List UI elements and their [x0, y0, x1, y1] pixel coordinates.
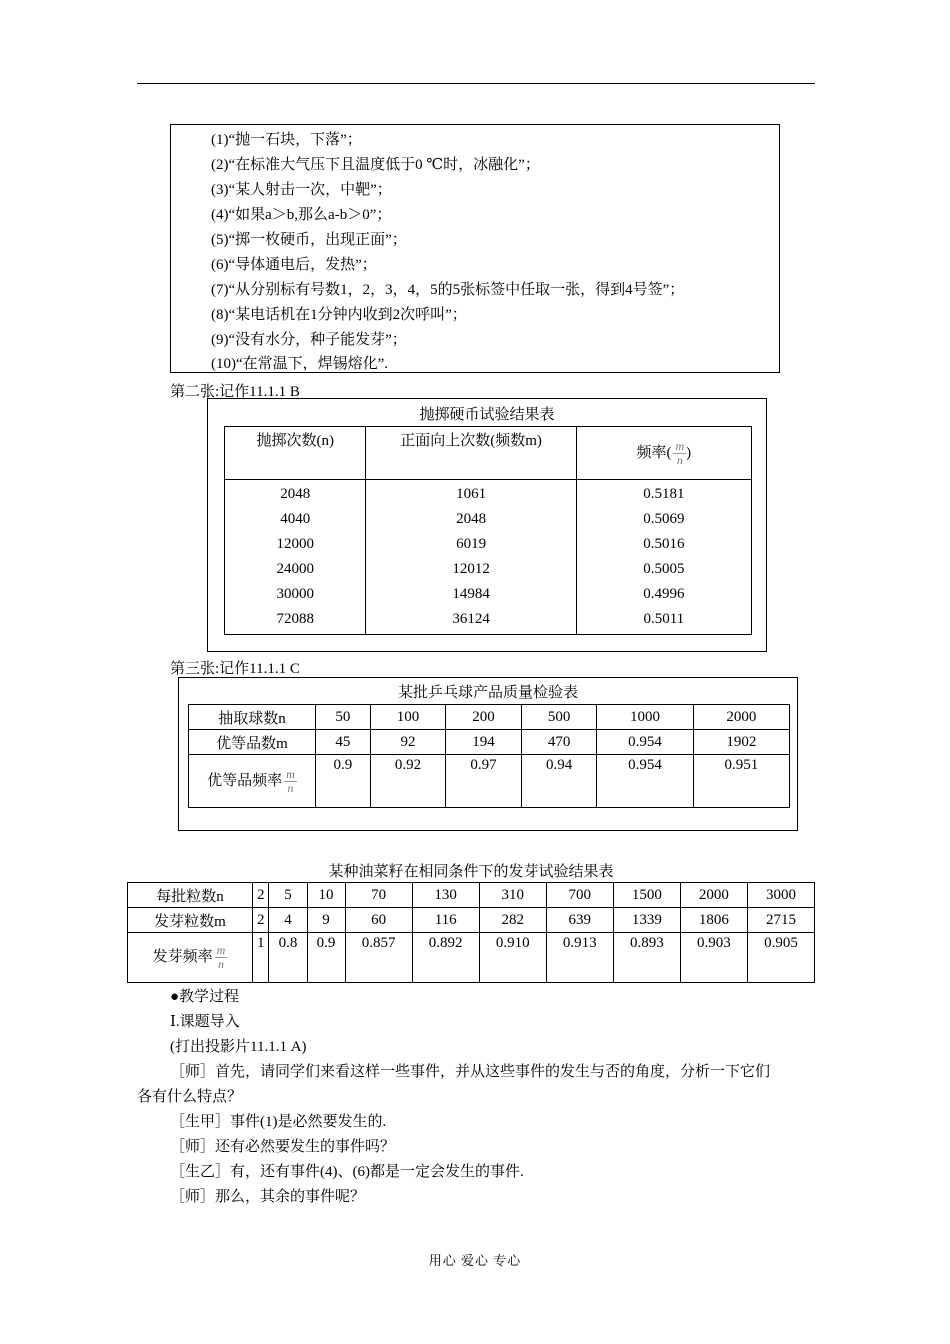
- cell: 0.903: [680, 933, 747, 983]
- row-label-text: 发芽频率: [152, 948, 213, 965]
- cell: 70: [345, 883, 412, 908]
- projector-note: (打出投影片11.1.1 A): [170, 1039, 307, 1055]
- data-column-frequency: [576, 480, 751, 635]
- event-line: (8)“某电话机在1分钟内收到2次呼叫”；: [211, 307, 467, 323]
- lesson-body: [137, 985, 817, 1215]
- cell: 10: [307, 883, 345, 908]
- cell: 72088: [276, 611, 314, 627]
- paren-close: ): [686, 444, 692, 461]
- cell: 6019: [456, 536, 487, 552]
- cell: 470: [521, 730, 597, 755]
- header-cell: 抛掷次数(n): [225, 427, 366, 480]
- event-line: (4)“如果a＞b,那么a-b＞0”；: [211, 207, 392, 223]
- header-cell-frequency: [576, 427, 751, 480]
- page-footer: 用心 爱心 专心: [428, 1253, 522, 1268]
- cell: 2: [253, 883, 269, 908]
- cell: 3000: [747, 883, 814, 908]
- section-heading: ●教学过程: [170, 989, 240, 1005]
- cell: 1339: [613, 908, 680, 933]
- caption-second: 第二张:记作11.1.1 B: [170, 384, 300, 400]
- frac-den: n: [676, 452, 683, 467]
- subsection-title: Ⅰ.课题导入: [170, 1014, 240, 1030]
- frac-den: n: [218, 957, 224, 971]
- pingpong-table-box: [178, 677, 798, 831]
- cell: 9: [307, 908, 345, 933]
- coin-table: [224, 426, 752, 635]
- cell: 100: [370, 705, 446, 730]
- cell: 50: [316, 705, 371, 730]
- cell: 45: [316, 730, 371, 755]
- cell: 14984: [452, 586, 490, 602]
- cell: 2048: [280, 486, 311, 502]
- header-cell: 正面向上次数(频数m): [366, 427, 576, 480]
- cell: 0.9: [316, 755, 371, 808]
- cell: 24000: [276, 561, 314, 577]
- header-text: 频率(: [636, 444, 672, 461]
- cell: 116: [412, 908, 479, 933]
- cell: 30000: [276, 586, 314, 602]
- cell: 0.954: [597, 730, 693, 755]
- cell: 1500: [613, 883, 680, 908]
- cell: 60: [345, 908, 412, 933]
- cell: 1902: [693, 730, 789, 755]
- cell: 0.8: [269, 933, 307, 983]
- paragraph: ［师］还有必然要发生的事件吗？: [170, 1139, 396, 1155]
- row-label: 抽取球数n: [189, 705, 316, 730]
- cell: 12012: [452, 561, 490, 577]
- cell: 1806: [680, 908, 747, 933]
- cell: 282: [479, 908, 546, 933]
- event-line: (3)“某人射击一次，中靶”；: [211, 182, 392, 198]
- cell: 700: [546, 883, 613, 908]
- row-label-frequency: [189, 755, 316, 808]
- cell: 130: [412, 883, 479, 908]
- cell: 639: [546, 908, 613, 933]
- cell: 0.954: [597, 755, 693, 808]
- cell: 0.5181: [643, 486, 685, 502]
- paragraph: 各有什么特点？: [137, 1089, 243, 1105]
- cell: 2000: [680, 883, 747, 908]
- cell: 0.905: [747, 933, 814, 983]
- event-line: (5)“掷一枚硬币，出现正面”；: [211, 232, 407, 248]
- frac-den: n: [287, 780, 294, 795]
- cell: 0.4996: [643, 586, 685, 602]
- fraction-m-over-n: [215, 944, 228, 971]
- cell: 0.893: [613, 933, 680, 983]
- germination-table-title: 某种油菜籽在相同条件下的发芽试验结果表: [328, 864, 614, 880]
- cell: 0.94: [521, 755, 597, 808]
- cell: 0.9: [307, 933, 345, 983]
- cell: 1: [253, 933, 269, 983]
- cell: 4040: [280, 511, 311, 527]
- coin-table-box: [207, 398, 767, 652]
- frac-num: m: [216, 943, 226, 957]
- cell: 0.5011: [643, 611, 685, 627]
- cell: 0.5069: [643, 511, 685, 527]
- cell: 2715: [747, 908, 814, 933]
- cell: 200: [446, 705, 522, 730]
- caption-third: 第三张:记作11.1.1 C: [170, 661, 300, 677]
- row-label: 发芽粒数m: [128, 908, 253, 933]
- cell: 36124: [452, 611, 490, 627]
- cell: 2048: [456, 511, 487, 527]
- event-line: (7)“从分别标有号数1，2，3，4，5的5张标签中任取一张，得到4号签”；: [211, 282, 685, 298]
- frac-num: m: [675, 438, 685, 453]
- row-label: 每批粒数n: [128, 883, 253, 908]
- row-label-text: 优等品频率: [207, 772, 283, 789]
- cell: 0.913: [546, 933, 613, 983]
- germination-table: [127, 882, 815, 983]
- cell: 0.92: [370, 755, 446, 808]
- cell: 0.951: [693, 755, 789, 808]
- cell: 0.892: [412, 933, 479, 983]
- header-rule: [137, 83, 815, 84]
- frac-num: m: [286, 766, 295, 781]
- fraction-m-over-n: [284, 768, 297, 795]
- cell: 12000: [276, 536, 314, 552]
- cell: 500: [521, 705, 597, 730]
- cell: 194: [446, 730, 522, 755]
- paragraph: ［生乙］有，还有事件(4)、(6)都是一定会发生的事件.: [170, 1164, 524, 1180]
- pingpong-table-title: 某批乒乓球产品质量检验表: [397, 685, 578, 701]
- cell: 4: [269, 908, 307, 933]
- fraction-m-over-n: [673, 440, 686, 467]
- event-line: (2)“在标准大气压下且温度低于0 ℃时，冰融化”；: [211, 157, 540, 173]
- row-label: 优等品数m: [189, 730, 316, 755]
- cell: 0.857: [345, 933, 412, 983]
- cell: 5: [269, 883, 307, 908]
- cell: 2000: [693, 705, 789, 730]
- cell: 2: [253, 908, 269, 933]
- coin-table-title: 抛掷硬币试验结果表: [419, 407, 555, 423]
- cell: 0.97: [446, 755, 522, 808]
- event-line: (1)“抛一石块，下落”；: [211, 132, 362, 148]
- cell: 92: [370, 730, 446, 755]
- event-line: (9)“没有水分，种子能发芽”；: [211, 332, 407, 348]
- event-line: (10)“在常温下，焊锡熔化”.: [211, 356, 389, 372]
- paragraph: ［师］首先，请同学们来看这样一些事件，并从这些事件的发生与否的角度，分析一下它们: [170, 1064, 771, 1080]
- events-box: [170, 124, 780, 373]
- pingpong-table: [188, 704, 790, 808]
- cell: 0.5016: [643, 536, 685, 552]
- row-label-frequency: [128, 933, 253, 983]
- paragraph: ［师］那么，其余的事件呢？: [170, 1189, 366, 1205]
- cell: 310: [479, 883, 546, 908]
- cell: 0.910: [479, 933, 546, 983]
- event-line: (6)“导体通电后，发热”；: [211, 257, 377, 273]
- data-column-n: [225, 480, 366, 635]
- data-column-m: [366, 480, 576, 635]
- cell: 1000: [597, 705, 693, 730]
- paragraph: ［生甲］事件(1)是必然要发生的.: [170, 1114, 387, 1130]
- cell: 0.5005: [643, 561, 685, 577]
- cell: 1061: [456, 486, 487, 502]
